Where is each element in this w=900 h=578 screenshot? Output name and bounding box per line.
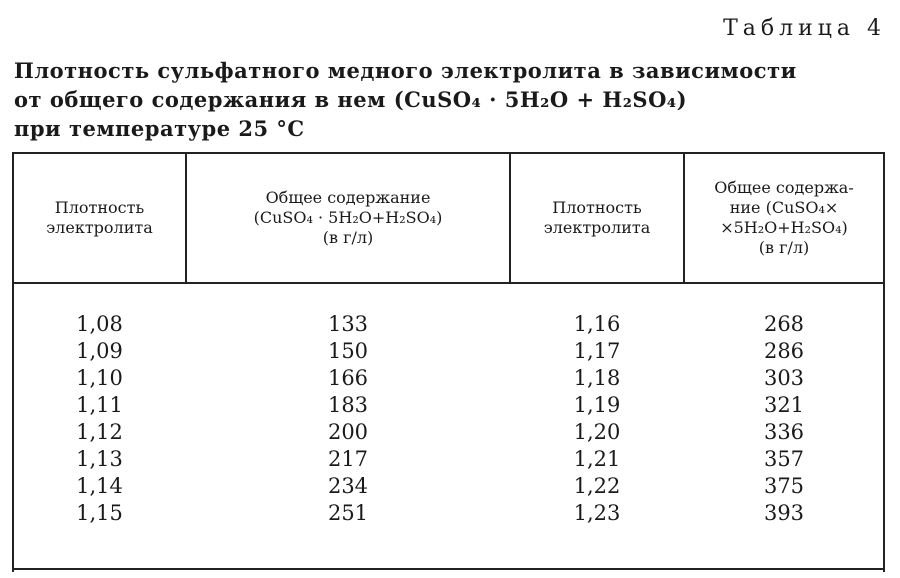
table-cell: 393 — [763, 501, 805, 525]
table-cell: 1,11 — [76, 393, 123, 417]
table-caption — [14, 56, 797, 143]
table-cell: 1,17 — [573, 339, 621, 363]
column-density-1 — [14, 311, 185, 527]
header-density-1 — [14, 154, 185, 282]
table-cell: 321 — [763, 393, 805, 417]
header-content-2 — [685, 154, 883, 282]
table-cell: 1,18 — [573, 366, 621, 390]
table-cell: 1,14 — [76, 474, 123, 498]
table-cell: 1,13 — [76, 447, 123, 471]
header-density-1-line: электролита — [46, 218, 153, 237]
header-content-2-line: Общее содержа- — [714, 178, 854, 197]
table-cell: 1,20 — [573, 420, 621, 444]
table-cell: 303 — [763, 366, 805, 390]
table-number-label: Таблица 4 — [723, 16, 886, 41]
table-cell: 268 — [763, 312, 805, 336]
table-cell: 1,08 — [76, 312, 123, 336]
table-cell: 336 — [763, 420, 805, 444]
table-cell: 1,09 — [76, 339, 123, 363]
table-cell: 1,16 — [573, 312, 621, 336]
table-cell: 200 — [327, 420, 369, 444]
header-density-2-line: электролита — [543, 218, 651, 237]
header-content-1-line: (CuSO₄ · 5H₂O+H₂SO₄) — [253, 208, 443, 227]
table-cell: 1,23 — [573, 501, 621, 525]
table-cell: 150 — [327, 339, 369, 363]
table-cell: 357 — [763, 447, 805, 471]
header-density-2 — [511, 154, 683, 282]
caption-line-1: Плотность сульфатного медного электролита в зависимости — [14, 58, 797, 83]
header-content-2-line: (в г/л) — [758, 238, 810, 257]
header-content-1-line: (в г/л) — [322, 228, 374, 247]
caption-line-3: при температуре 25 °С — [14, 116, 305, 141]
table-cell: 234 — [327, 474, 369, 498]
column-content-1 — [187, 311, 509, 527]
table-cell: 183 — [327, 393, 369, 417]
header-content-2-line: ние (CuSO₄× — [729, 198, 839, 217]
caption-line-2: от общего содержания в нем (CuSO₄ · 5H₂O + H₂SO₄) — [14, 87, 688, 112]
table-cell: 251 — [327, 501, 369, 525]
header-density-1-line: Плотность — [54, 198, 145, 217]
table-cell: 217 — [327, 447, 369, 471]
column-density-2 — [511, 311, 683, 527]
header-density-2-line: Плотность — [552, 198, 642, 217]
table-right-border — [883, 154, 885, 572]
header-content-2-line: ×5H₂O+H₂SO₄) — [720, 218, 848, 237]
data-table — [12, 152, 885, 570]
table-cell: 1,12 — [76, 420, 123, 444]
table-cell: 1,22 — [573, 474, 621, 498]
table-cell: 133 — [327, 312, 369, 336]
header-content-1 — [187, 154, 509, 282]
header-content-1-line: Общее содержание — [265, 188, 431, 207]
table-cell: 1,19 — [573, 393, 621, 417]
table-cell: 286 — [763, 339, 805, 363]
table-cell: 375 — [763, 474, 805, 498]
table-cell: 166 — [327, 366, 369, 390]
table-cell: 1,21 — [573, 447, 621, 471]
column-content-2 — [685, 311, 883, 527]
table-cell: 1,15 — [76, 501, 123, 525]
table-cell: 1,10 — [76, 366, 123, 390]
